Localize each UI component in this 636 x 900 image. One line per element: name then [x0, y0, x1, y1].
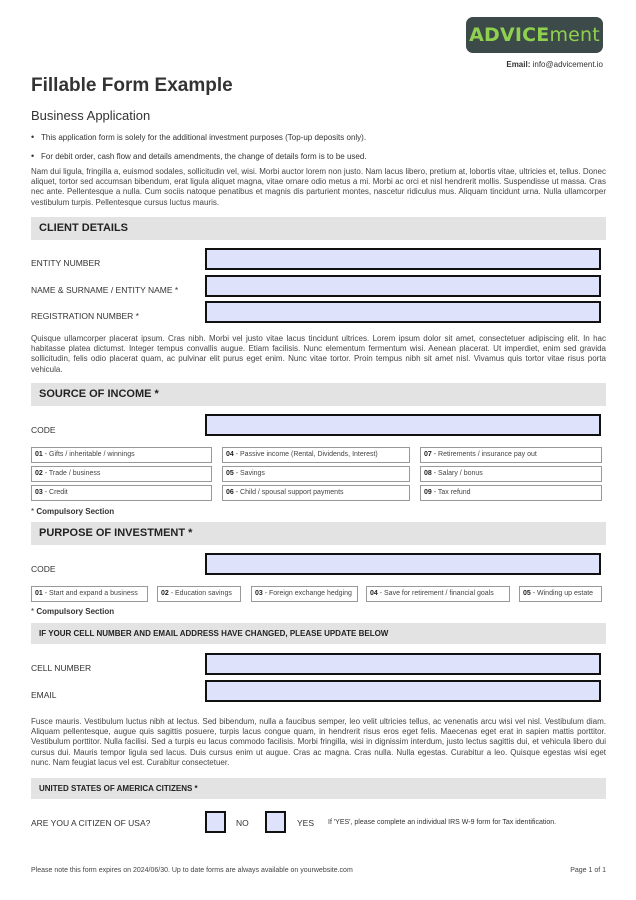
email-label: Email:: [506, 60, 531, 69]
usa-no-label: NO: [236, 818, 249, 828]
income-option: 05 - Savings: [222, 466, 410, 482]
cell-number-label: CELL NUMBER: [31, 663, 92, 673]
usa-yes-note: If 'YES', please complete an individual IRS W-9 form for Tax identification.: [328, 819, 557, 826]
income-code-label: CODE: [31, 425, 56, 435]
section-client-details: CLIENT DETAILS: [31, 217, 606, 240]
purpose-option: 03 - Foreign exchange hedging: [251, 586, 358, 602]
section-usa-citizens: UNITED STATES OF AMERICA CITIZENS *: [31, 778, 606, 799]
client-details-paragraph: Quisque ullamcorper placerat ipsum. Cras nibh. Morbi vel justo vitae lacus tincidunt ultrices. Lorem ipsum dolor sit amet, consectetuer adipiscing elit. In hac habitasse platea dictumst. Integer tempus convallis augue. Etiam facilisis. Nunc elementum fermentum wisi. Aenean placerat. Ut imperdiet, enim sed gravida sollicitudin, felis odio placerat quam, ac pulvinar elit purus eget enim. Nunc vitae tortor. Proin tempus nibh sit amet nisl. Vivamus quis tortor vitae risus porta vehicula.: [31, 334, 606, 374]
bullet-item: • For debit order, cash flow and details amendments, the change of details form is to be used.: [31, 152, 606, 161]
purpose-code-label: CODE: [31, 564, 56, 574]
income-option: 08 - Salary / bonus: [420, 466, 602, 482]
contact-paragraph: Fusce mauris. Vestibulum luctus nibh at lectus. Sed bibendum, nulla a faucibus semper, leo velit ultricies tellus, ac venenatis arcu wisi vel nisl. Vestibulum diam. Aliquam pellentesque, augue quis sagittis posuere, turpis lacus congue quam, in hendrerit risus eros eget felis. Maecenas eget erat in sapien mattis porttitor. Vestibulum porttitor. Nulla facilisi. Sed a turpis eu lacus commodo facilisis. Morbi fringilla, wisi in dignissim interdum, justo lectus sagittis dui, et vehicula libero dui cursus dui. Mauris tempor ligula sed lacus. Duis cursus enim ut augue. Cras ac magna. Cras nulla. Nulla egestas. Curabitur a leo. Quisque egestas wisi eget nunc. Nam feugiat lacus vel est. Curabitur consectetuer.: [31, 717, 606, 767]
registration-number-input[interactable]: [205, 301, 601, 323]
contact-email: [506, 60, 603, 69]
income-option: 09 - Tax refund: [420, 485, 602, 501]
income-option: 06 - Child / spousal support payments: [222, 485, 410, 501]
email-value[interactable]: info@advicement.io: [532, 60, 603, 69]
logo-bold-text: ADVICE: [469, 24, 550, 46]
usa-yes-checkbox[interactable]: [265, 811, 286, 833]
usa-yes-label: YES: [297, 818, 315, 828]
income-option: 03 - Credit: [31, 485, 212, 501]
usa-no-checkbox[interactable]: [205, 811, 226, 833]
purpose-option: 04 - Save for retirement / financial goals: [366, 586, 510, 602]
purpose-option: 01 - Start and expand a business: [31, 586, 148, 602]
section-purpose-of-investment: PURPOSE OF INVESTMENT *: [31, 522, 606, 545]
page-title: Fillable Form Example: [31, 75, 233, 96]
name-input[interactable]: [205, 275, 601, 297]
registration-number-label: REGISTRATION NUMBER *: [31, 311, 139, 321]
company-logo: [466, 17, 603, 53]
income-option: 01 - Gifts / inheritable / winnings: [31, 447, 212, 463]
logo-thin-text: ment: [549, 24, 600, 46]
name-label: NAME & SURNAME / ENTITY NAME *: [31, 285, 179, 295]
email-field-label: EMAIL: [31, 690, 57, 700]
footer-expiry-note: Please note this form expires on 2024/06/30. Up to date forms are always available on yourwebsite.com: [31, 867, 353, 874]
page-subtitle: Business Application: [31, 108, 151, 123]
intro-bullets: [31, 133, 606, 171]
intro-paragraph: Nam dui ligula, fringilla a, euismod sodales, sollicitudin vel, wisi. Morbi auctor lorem non justo. Nam lacus libero, pretium at, lobortis vitae, ultricies et, tellus. Donec aliquet, tortor sed accumsan bibendum, erat ligula aliquet magna, vitae ornare odio metus a mi. Morbi ac orci et nisl hendrerit mollis. Suspendisse ut massa. Cras nec ante. Pellentesque a nulla. Cum sociis natoque penatibus et magnis dis parturient montes, nascetur ridiculus mus. Aliquam tincidunt urna. Nulla ullamcorper vestibulum turpis. Pellentesque cursus luctus mauris.: [31, 167, 606, 207]
purpose-compulsory-note: * Compulsory Section: [31, 607, 115, 616]
cell-number-input[interactable]: [205, 653, 601, 675]
income-code-input[interactable]: [205, 414, 601, 436]
section-contact-update: IF YOUR CELL NUMBER AND EMAIL ADDRESS HAVE CHANGED, PLEASE UPDATE BELOW: [31, 623, 606, 644]
income-compulsory-note: * Compulsory Section: [31, 507, 115, 516]
purpose-option: 05 - Winding up estate: [519, 586, 602, 602]
entity-number-input[interactable]: [205, 248, 601, 270]
income-option: 07 - Retirements / insurance pay out: [420, 447, 602, 463]
income-option: 04 - Passive income (Rental, Dividends, Interest): [222, 447, 410, 463]
section-source-of-income: SOURCE OF INCOME *: [31, 383, 606, 406]
usa-citizen-question: ARE YOU A CITIZEN OF USA?: [31, 818, 151, 828]
bullet-item: • This application form is solely for the additional investment purposes (Top-up deposits only).: [31, 133, 606, 142]
entity-number-label: ENTITY NUMBER: [31, 258, 101, 268]
purpose-option: 02 - Education savings: [157, 586, 241, 602]
purpose-code-input[interactable]: [205, 553, 601, 575]
email-field[interactable]: [205, 680, 601, 702]
income-option: 02 - Trade / business: [31, 466, 212, 482]
footer-page-number: Page 1 of 1: [570, 867, 606, 874]
